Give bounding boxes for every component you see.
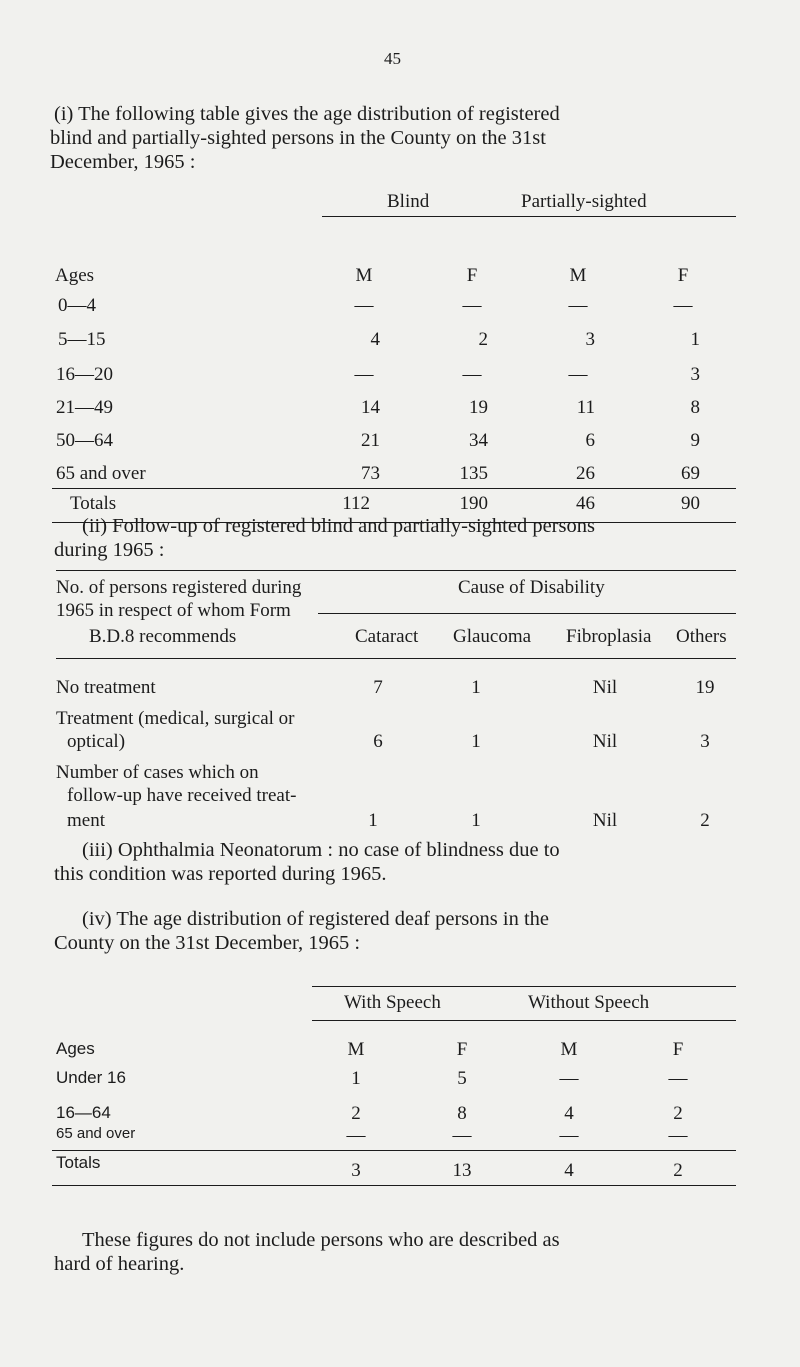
cell: — xyxy=(462,364,482,385)
deaf-totals-top-rule xyxy=(52,1150,736,1151)
group-header-with-speech: With Speech xyxy=(344,992,441,1013)
row-label: ment xyxy=(67,810,105,831)
cell: 46 xyxy=(576,493,595,514)
cell: 34 xyxy=(469,430,488,451)
cell: — xyxy=(559,1068,579,1089)
followup-top-rule xyxy=(56,570,736,571)
followup-header-line: 1965 in respect of whom Form xyxy=(56,600,291,621)
followup-intro-line: during 1965 : xyxy=(54,539,165,561)
cell: — xyxy=(568,364,588,385)
ophthalmia-line: (iii) Ophthalmia Neonatorum : no case of blindness due to xyxy=(82,839,560,861)
group-header-blind: Blind xyxy=(387,191,430,212)
cell: 9 xyxy=(690,430,700,451)
col-header-ages: Ages xyxy=(55,265,95,286)
cell: 5 xyxy=(457,1068,467,1089)
cell: — xyxy=(452,1125,472,1146)
row-age: 16—20 xyxy=(56,364,113,385)
group-header-partially-sighted: Partially-sighted xyxy=(521,191,647,212)
ophthalmia-note xyxy=(54,838,560,886)
cell: 26 xyxy=(576,463,595,484)
cell: 69 xyxy=(681,463,700,484)
cause-rule xyxy=(318,613,736,614)
col-header: M xyxy=(569,265,587,286)
cell: 1 xyxy=(690,329,700,350)
row-label: Number of cases which on xyxy=(56,762,259,783)
totals-label: Totals xyxy=(56,1153,101,1172)
cell: 112 xyxy=(342,493,370,514)
cause-col-header: Fibroplasia xyxy=(566,626,652,647)
group-header-without-speech: Without Speech xyxy=(528,992,650,1013)
cell: Nil xyxy=(592,731,618,752)
cell: 4 xyxy=(370,329,380,350)
col-header: F xyxy=(466,265,478,286)
cell: 1 xyxy=(368,810,378,831)
cell: — xyxy=(354,295,374,316)
blind-intro-line: December, 1965 : xyxy=(50,151,196,173)
cell: 2 xyxy=(351,1103,361,1124)
cell: 1 xyxy=(471,677,481,698)
totals-label: Totals xyxy=(70,493,117,514)
followup-header-bottom-rule xyxy=(56,658,736,659)
cell: 8 xyxy=(457,1103,467,1124)
cell: 7 xyxy=(373,677,383,698)
cell: — xyxy=(462,295,482,316)
cell: 19 xyxy=(695,677,715,698)
cell: 14 xyxy=(361,397,380,418)
row-age: 16—64 xyxy=(56,1103,111,1122)
row-label: follow-up have received treat- xyxy=(67,785,297,806)
cell: — xyxy=(559,1125,579,1146)
row-age: 50—64 xyxy=(56,430,113,451)
col-header-ages: Ages xyxy=(56,1039,95,1058)
followup-header-line: No. of persons registered during xyxy=(56,577,302,598)
followup-header-line: B.D.8 recommends xyxy=(89,626,237,647)
cell: Nil xyxy=(592,810,618,831)
deaf-intro xyxy=(54,907,549,955)
col-header: M xyxy=(355,265,373,286)
cell: 8 xyxy=(690,397,700,418)
cell: — xyxy=(346,1125,366,1146)
cell: 90 xyxy=(681,493,700,514)
followup-intro xyxy=(54,514,595,562)
row-age: 65 and over xyxy=(56,1125,136,1142)
deaf-totals-bottom-rule xyxy=(52,1185,736,1186)
cell: 3 xyxy=(690,364,700,385)
cell: 3 xyxy=(700,731,710,752)
cell: 3 xyxy=(351,1160,361,1181)
cell: 1 xyxy=(471,810,481,831)
deaf-intro-line: County on the 31st December, 1965 : xyxy=(54,932,361,954)
cell: — xyxy=(354,364,374,385)
col-header: F xyxy=(677,265,689,286)
col-header: F xyxy=(672,1039,684,1060)
footnote-line: hard of hearing. xyxy=(54,1253,185,1275)
cell: 2 xyxy=(673,1103,683,1124)
cell: 11 xyxy=(576,397,595,418)
blind-intro-line: blind and partially-sighted persons in the County on the 31st xyxy=(50,127,546,149)
cell: 3 xyxy=(585,329,595,350)
cell: 190 xyxy=(459,493,488,514)
col-header: M xyxy=(560,1039,578,1060)
page-number: 45 xyxy=(384,49,401,68)
header-rule xyxy=(322,216,736,217)
cause-col-header: Others xyxy=(676,626,727,647)
row-age: 21—49 xyxy=(56,397,113,418)
cell: 2 xyxy=(700,810,710,831)
cell: 1 xyxy=(351,1068,361,1089)
cell: 6 xyxy=(585,430,595,451)
cell: 2 xyxy=(478,329,488,350)
cell: 21 xyxy=(361,430,380,451)
cell: 1 xyxy=(471,731,481,752)
footnote xyxy=(54,1228,560,1276)
blind-intro-line: (i) The following table gives the age distribution of registered xyxy=(54,103,560,125)
col-header: M xyxy=(347,1039,365,1060)
totals-top-rule xyxy=(52,488,736,489)
row-age: Under 16 xyxy=(56,1068,126,1087)
cell: 19 xyxy=(469,397,488,418)
row-age: 0—4 xyxy=(58,295,96,316)
cell: — xyxy=(673,295,693,316)
deaf-intro-line: (iv) The age distribution of registered deaf persons in the xyxy=(82,908,549,930)
row-label: Treatment (medical, surgical or xyxy=(56,708,295,729)
cell: 4 xyxy=(564,1160,574,1181)
cause-header: Cause of Disability xyxy=(458,577,605,598)
cell: — xyxy=(668,1125,688,1146)
cell: — xyxy=(668,1068,688,1089)
cause-col-header: Glaucoma xyxy=(453,626,532,647)
col-header: F xyxy=(456,1039,468,1060)
cause-col-header: Cataract xyxy=(355,626,419,647)
blind-intro xyxy=(50,102,560,174)
cell: — xyxy=(568,295,588,316)
deaf-top-rule xyxy=(312,986,736,987)
cell: 135 xyxy=(459,463,488,484)
row-label: No treatment xyxy=(56,677,156,698)
cell: 2 xyxy=(673,1160,683,1181)
row-label: optical) xyxy=(67,731,126,752)
ophthalmia-line: this condition was reported during 1965. xyxy=(54,863,387,885)
cell: 73 xyxy=(361,463,380,484)
followup-intro-line: (ii) Follow-up of registered blind and partially-sighted persons xyxy=(82,515,595,537)
footnote-line: These figures do not include persons who are described as xyxy=(82,1229,560,1251)
row-age: 5—15 xyxy=(58,329,106,350)
cell: 13 xyxy=(452,1160,472,1181)
cell: 4 xyxy=(564,1103,574,1124)
cell: Nil xyxy=(592,677,618,698)
row-age: 65 and over xyxy=(56,463,146,484)
deaf-header-rule xyxy=(312,1020,736,1021)
cell: 6 xyxy=(373,731,383,752)
